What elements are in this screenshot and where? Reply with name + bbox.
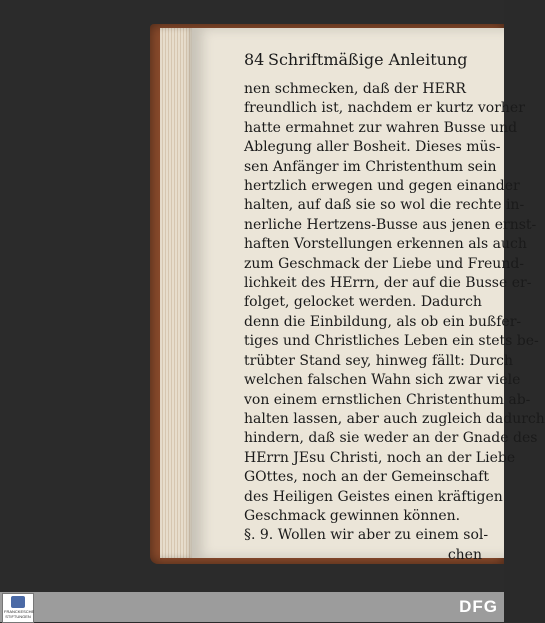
dfg-logo[interactable]: DFG (459, 597, 498, 616)
text-line: hindern, daß sie weder an der Gnade des (244, 430, 538, 447)
text-line: haften Vorstellungen erkennen als auch (244, 236, 527, 253)
viewer-footer (0, 592, 504, 622)
text-line: des Heiligen Geistes einen kräftigen (244, 488, 503, 505)
text-line: tiges und Christliches Leben ein stets be- (244, 333, 539, 350)
text-line: GOttes, noch an der Gemeinschaft (244, 469, 489, 486)
text-line: welchen falschen Wahn sich zwar viele (244, 372, 521, 389)
running-head: Schriftmäßige Anleitung (268, 50, 468, 69)
text-line: hertzlich erwegen und gegen einander (244, 178, 520, 195)
text-line: hatte ermahnet zur wahren Busse und (244, 119, 518, 136)
francke-logo[interactable] (2, 593, 34, 623)
text-line: HErrn JEsu Christi, noch an der Liebe (244, 449, 516, 466)
text-line: sen Anfänger im Christenthum sein (244, 158, 497, 175)
text-line: folget, gelocket werden. Dadurch (244, 294, 482, 311)
page-text (244, 80, 545, 565)
text-line: Ablegung aller Bosheit. Dieses müs- (244, 139, 501, 156)
text-line: §. 9. Wollen wir aber zu einem sol- (244, 527, 489, 544)
text-line: trübter Stand sey, hinweg fällt: Durch (244, 352, 514, 369)
text-line: nen schmecken, daß der HERR (244, 81, 466, 97)
page-edges (160, 28, 194, 558)
text-line: halten, auf daß sie so wol die rechte in- (244, 197, 525, 214)
text-line: halten lassen, aber auch zugleich dadurch (244, 410, 545, 427)
page-header (244, 50, 484, 72)
text-line: lichkeit des HErrn, der auf die Busse er- (244, 275, 532, 292)
text-line: von einem ernstlichen Christenthum ab- (244, 391, 531, 408)
page-number: 84 (244, 50, 265, 69)
francke-logo-text: FRANCKESCHE STIFTUNGEN (4, 609, 35, 619)
text-line: zum Geschmack der Liebe und Freund- (244, 255, 525, 272)
text-line: Geschmack gewinnen können. (244, 507, 461, 524)
text-line: nerliche Hertzens-Busse aus jenen ernst- (244, 216, 537, 233)
catchword: chen (447, 546, 482, 563)
text-line: denn die Einbildung, als ob ein bußfer- (244, 313, 522, 330)
francke-emblem-icon (11, 596, 25, 608)
text-line: freundlich ist, nachdem er kurtz vorher (244, 100, 525, 117)
